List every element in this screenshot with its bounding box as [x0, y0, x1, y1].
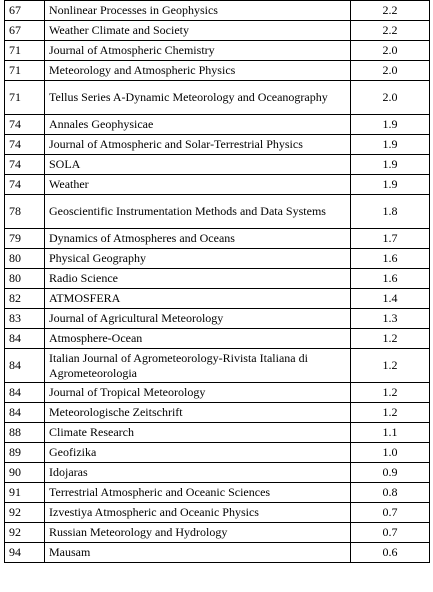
rank-cell: 74	[5, 135, 45, 155]
table-row	[5, 61, 430, 81]
journal-cell: Idojaras	[45, 463, 351, 483]
value-cell: 1.4	[351, 289, 430, 309]
value-cell: 1.0	[351, 443, 430, 463]
value-cell: 2.0	[351, 41, 430, 61]
journal-cell: Climate Research	[45, 423, 351, 443]
table-row	[5, 155, 430, 175]
journal-cell: Russian Meteorology and Hydrology	[45, 523, 351, 543]
value-cell: 1.2	[351, 329, 430, 349]
rank-cell: 94	[5, 543, 45, 563]
table-row	[5, 41, 430, 61]
table-row	[5, 443, 430, 463]
journal-cell: Terrestrial Atmospheric and Oceanic Sciences	[45, 483, 351, 503]
journal-cell: Annales Geophysicae	[45, 115, 351, 135]
journal-cell: Journal of Agricultural Meteorology	[45, 309, 351, 329]
journal-cell: Nonlinear Processes in Geophysics	[45, 1, 351, 21]
journal-cell: Geoscientific Instrumentation Methods and Data Systems	[45, 195, 351, 229]
journal-cell: SOLA	[45, 155, 351, 175]
rank-cell: 84	[5, 383, 45, 403]
value-cell: 1.6	[351, 269, 430, 289]
table-row	[5, 81, 430, 115]
journal-cell: Geofizika	[45, 443, 351, 463]
rank-cell: 71	[5, 41, 45, 61]
table-row	[5, 309, 430, 329]
rank-cell: 84	[5, 349, 45, 383]
rank-cell: 80	[5, 269, 45, 289]
value-cell: 0.8	[351, 483, 430, 503]
rank-cell: 92	[5, 503, 45, 523]
rank-cell: 90	[5, 463, 45, 483]
value-cell: 0.7	[351, 523, 430, 543]
table-row	[5, 523, 430, 543]
value-cell: 2.2	[351, 1, 430, 21]
journal-cell: Radio Science	[45, 269, 351, 289]
journal-cell: ATMOSFERA	[45, 289, 351, 309]
journal-cell: Physical Geography	[45, 249, 351, 269]
journal-cell: Meteorologische Zeitschrift	[45, 403, 351, 423]
table-row	[5, 423, 430, 443]
rank-cell: 91	[5, 483, 45, 503]
rank-cell: 78	[5, 195, 45, 229]
table-row	[5, 195, 430, 229]
value-cell: 1.9	[351, 135, 430, 155]
table-row	[5, 483, 430, 503]
journal-cell: Tellus Series A-Dynamic Meteorology and Oceanography	[45, 81, 351, 115]
value-cell: 1.2	[351, 403, 430, 423]
journal-ranking-table	[4, 0, 430, 563]
value-cell: 0.9	[351, 463, 430, 483]
value-cell: 1.9	[351, 115, 430, 135]
journal-cell: Mausam	[45, 543, 351, 563]
journal-cell: Izvestiya Atmospheric and Oceanic Physics	[45, 503, 351, 523]
table-row	[5, 21, 430, 41]
rank-cell: 88	[5, 423, 45, 443]
rank-cell: 80	[5, 249, 45, 269]
journal-cell: Dynamics of Atmospheres and Oceans	[45, 229, 351, 249]
value-cell: 1.3	[351, 309, 430, 329]
table-row	[5, 543, 430, 563]
journal-cell: Meteorology and Atmospheric Physics	[45, 61, 351, 81]
rank-cell: 67	[5, 1, 45, 21]
rank-cell: 71	[5, 81, 45, 115]
value-cell: 0.6	[351, 543, 430, 563]
table-row	[5, 463, 430, 483]
journal-cell: Journal of Atmospheric Chemistry	[45, 41, 351, 61]
value-cell: 2.0	[351, 81, 430, 115]
table-row	[5, 289, 430, 309]
rank-cell: 74	[5, 115, 45, 135]
journal-cell: Journal of Tropical Meteorology	[45, 383, 351, 403]
value-cell: 1.8	[351, 195, 430, 229]
table-row	[5, 269, 430, 289]
table-row	[5, 403, 430, 423]
table-row	[5, 383, 430, 403]
rank-cell: 83	[5, 309, 45, 329]
rank-cell: 74	[5, 175, 45, 195]
journal-cell: Weather Climate and Society	[45, 21, 351, 41]
value-cell: 2.2	[351, 21, 430, 41]
rank-cell: 71	[5, 61, 45, 81]
rank-cell: 89	[5, 443, 45, 463]
value-cell: 2.0	[351, 61, 430, 81]
table-row	[5, 349, 430, 383]
rank-cell: 79	[5, 229, 45, 249]
value-cell: 1.1	[351, 423, 430, 443]
value-cell: 0.7	[351, 503, 430, 523]
journal-cell: Weather	[45, 175, 351, 195]
rank-cell: 92	[5, 523, 45, 543]
rank-cell: 74	[5, 155, 45, 175]
table-row	[5, 229, 430, 249]
value-cell: 1.7	[351, 229, 430, 249]
value-cell: 1.2	[351, 383, 430, 403]
journal-cell: Italian Journal of Agrometeorology-Rivista Italiana di Agrometeorologia	[45, 349, 351, 383]
journal-cell: Atmosphere-Ocean	[45, 329, 351, 349]
value-cell: 1.2	[351, 349, 430, 383]
rank-cell: 84	[5, 403, 45, 423]
table-row	[5, 115, 430, 135]
rank-cell: 82	[5, 289, 45, 309]
rank-cell: 84	[5, 329, 45, 349]
rank-cell: 67	[5, 21, 45, 41]
journal-cell: Journal of Atmospheric and Solar-Terrestrial Physics	[45, 135, 351, 155]
value-cell: 1.9	[351, 175, 430, 195]
value-cell: 1.9	[351, 155, 430, 175]
table-row	[5, 329, 430, 349]
table-row	[5, 1, 430, 21]
table-row	[5, 175, 430, 195]
table-row	[5, 135, 430, 155]
table-row	[5, 249, 430, 269]
value-cell: 1.6	[351, 249, 430, 269]
table-row	[5, 503, 430, 523]
